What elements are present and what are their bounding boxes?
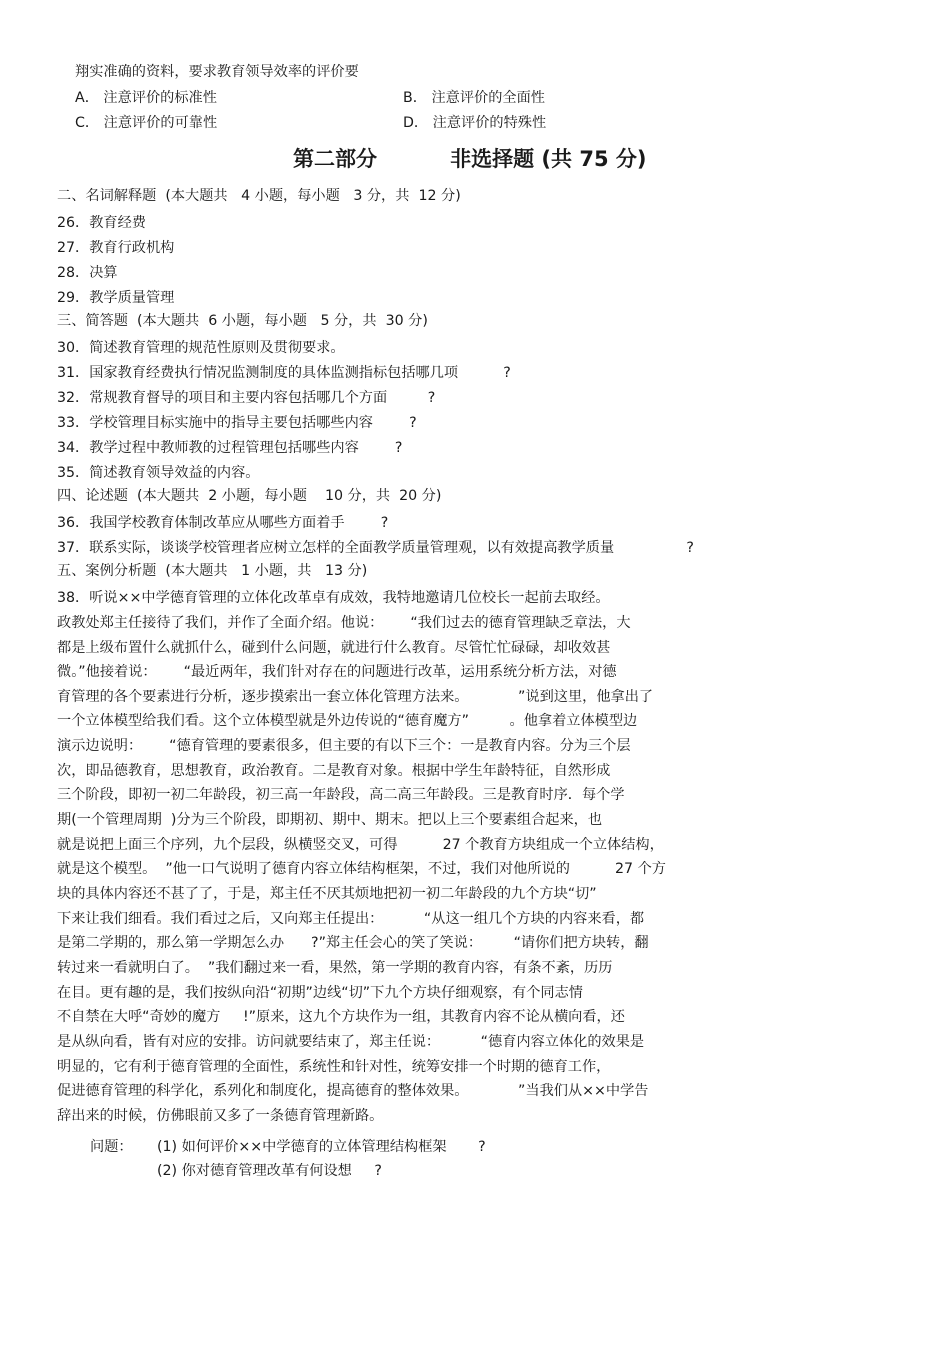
- option-letter: B．: [403, 90, 427, 106]
- case-line: 转过来一看就明白了。 ”我们翻过来一看，果然，第一学期的教育内容，有条不紊，历历: [57, 960, 613, 976]
- option-text: 注意评价的特殊性: [432, 115, 547, 131]
- case-line: 育管理的各个要素进行分析，逐步摸索出一套立体化管理方法来。 ”说到这里，他拿出了: [57, 689, 654, 705]
- case-line: 演示边说明： “德育管理的要素很多，但主要的有以下三个：一是教育内容。分为三个层: [57, 738, 631, 754]
- option-letter: A．: [75, 90, 99, 106]
- option-text: 注意评价的标准性: [103, 90, 217, 106]
- case-line: 期(一个管理周期 )分为三个阶段，即期初、期中、期末。把以上三个要素组合起来，也: [57, 812, 603, 828]
- case-line: 一个立体模型给我们看。这个立体模型就是外边传说的“德育魔方” 。他拿着立体模型边: [57, 713, 638, 729]
- part-title: 第二部分 非选择题 (共 75 分): [293, 147, 647, 171]
- section-heading: 三、简答题 (本大题共 6 小题，每小题 5 分，共 30 分): [57, 313, 428, 329]
- question-item: 36．我国学校教育体制改革应从哪些方面着手 ?: [57, 515, 389, 531]
- option-letter: D．: [403, 115, 429, 131]
- case-line: 在目。更有趣的是，我们按纵向沿“初期”边线“切”下九个方块仔细观察，有个同志情: [57, 985, 583, 1001]
- option-text: 注意评价的全面性: [431, 90, 545, 106]
- option-d: [403, 114, 546, 132]
- case-line: 三个阶段，即初一初二年龄段，初三高一年龄段，高二高三年龄段。三是教育时序．每个学: [57, 787, 625, 803]
- question-item: 31．国家教育经费执行情况监测制度的具体监测指标包括哪几项 ?: [57, 365, 511, 381]
- question-stem: 翔实准确的资料，要求教育领导效率的评价要: [75, 64, 359, 80]
- option-c: [75, 114, 217, 132]
- case-line: 就是说把上面三个序列，九个层段，纵横竖交叉，可得 27 个教育方块组成一个立体结构，: [57, 837, 664, 853]
- case-line: 都是上级布置什么就抓什么，碰到什么问题，就进行什么教育。尽管忙忙碌碌，却收效甚: [57, 640, 611, 656]
- question-item: 34．教学过程中教师教的过程管理包括哪些内容 ?: [57, 440, 403, 456]
- question-item: 26．教育经费: [57, 215, 146, 231]
- case-line: 微。”他接着说： “最近两年，我们针对存在的问题进行改革，运用系统分析方法，对德: [57, 664, 617, 680]
- case-line: 是第二学期的，那么第一学期怎么办 ?”郑主任会心的笑了笑说： “请你们把方块转，翻: [57, 935, 649, 951]
- question-item: 30．简述教育管理的规范性原则及贯彻要求。: [57, 340, 345, 356]
- option-letter: C．: [75, 115, 100, 131]
- question-item: 35．简述教育领导效益的内容。: [57, 465, 260, 481]
- question-item: 33．学校管理目标实施中的指导主要包括哪些内容 ?: [57, 415, 417, 431]
- option-a: [75, 89, 217, 107]
- section-heading: 五、案例分析题 (本大题共 1 小题，共 13 分): [57, 563, 368, 579]
- question-item: 37．联系实际，谈谈学校管理者应树立怎样的全面教学质量管理观，以有效提高教学质量 ?: [57, 540, 694, 556]
- case-line: 次，即品德教育，思想教育，政治教育。二是教育对象。根据中学生年龄特征，自然形成: [57, 763, 611, 779]
- section-heading: 二、名词解释题 (本大题共 4 小题，每小题 3 分，共 12 分): [57, 188, 461, 204]
- case-question: (2) 你对德育管理改革有何设想 ?: [157, 1163, 382, 1179]
- question-item: 32．常规教育督导的项目和主要内容包括哪几个方面 ?: [57, 390, 436, 406]
- case-line: 38．听说××中学德育管理的立体化改革卓有成效，我特地邀请几位校长一起前去取经。: [57, 590, 610, 606]
- case-line: 辞出来的时候，仿佛眼前又多了一条德育管理新路。: [57, 1108, 384, 1124]
- option-b: [403, 89, 545, 107]
- case-line: 促进德育管理的科学化，系列化和制度化，提高德育的整体效果。 ”当我们从××中学告: [57, 1083, 649, 1099]
- case-question: (1) 如何评价××中学德育的立体管理结构框架 ?: [157, 1139, 486, 1155]
- case-line: 块的具体内容还不甚了了，于是，郑主任不厌其烦地把初一初二年龄段的九个方块“切”: [57, 886, 597, 902]
- case-line: 明显的，它有利于德育管理的全面性，系统性和针对性，统筹安排一个时期的德育工作，: [57, 1059, 611, 1075]
- section-heading: 四、论述题 (本大题共 2 小题，每小题 10 分，共 20 分): [57, 488, 442, 504]
- case-line: 就是这个模型。 ”他一口气说明了德育内容立体结构框架，不过，我们对他所说的 27 个方: [57, 861, 666, 877]
- case-line: 不自禁在大呼“奇妙的魔方 !”原来，这九个方块作为一组，其教育内容不论从横向看，还: [57, 1009, 625, 1025]
- option-text: 注意评价的可靠性: [103, 115, 218, 131]
- case-line: 政教处郑主任接待了我们，并作了全面介绍。他说： “我们过去的德育管理缺乏章法，大: [57, 615, 631, 631]
- case-line: 是从纵向看，皆有对应的安排。访问就要结束了，郑主任说： “德育内容立体化的效果是: [57, 1034, 645, 1050]
- case-line: 下来让我们细看。我们看过之后，又向郑主任提出： “从这一组几个方块的内容来看，都: [57, 911, 645, 927]
- question-item: 28．决算: [57, 265, 118, 281]
- questions-label: 问题：: [90, 1139, 133, 1155]
- question-item: 27．教育行政机构: [57, 240, 175, 256]
- question-item: 29．教学质量管理: [57, 290, 175, 306]
